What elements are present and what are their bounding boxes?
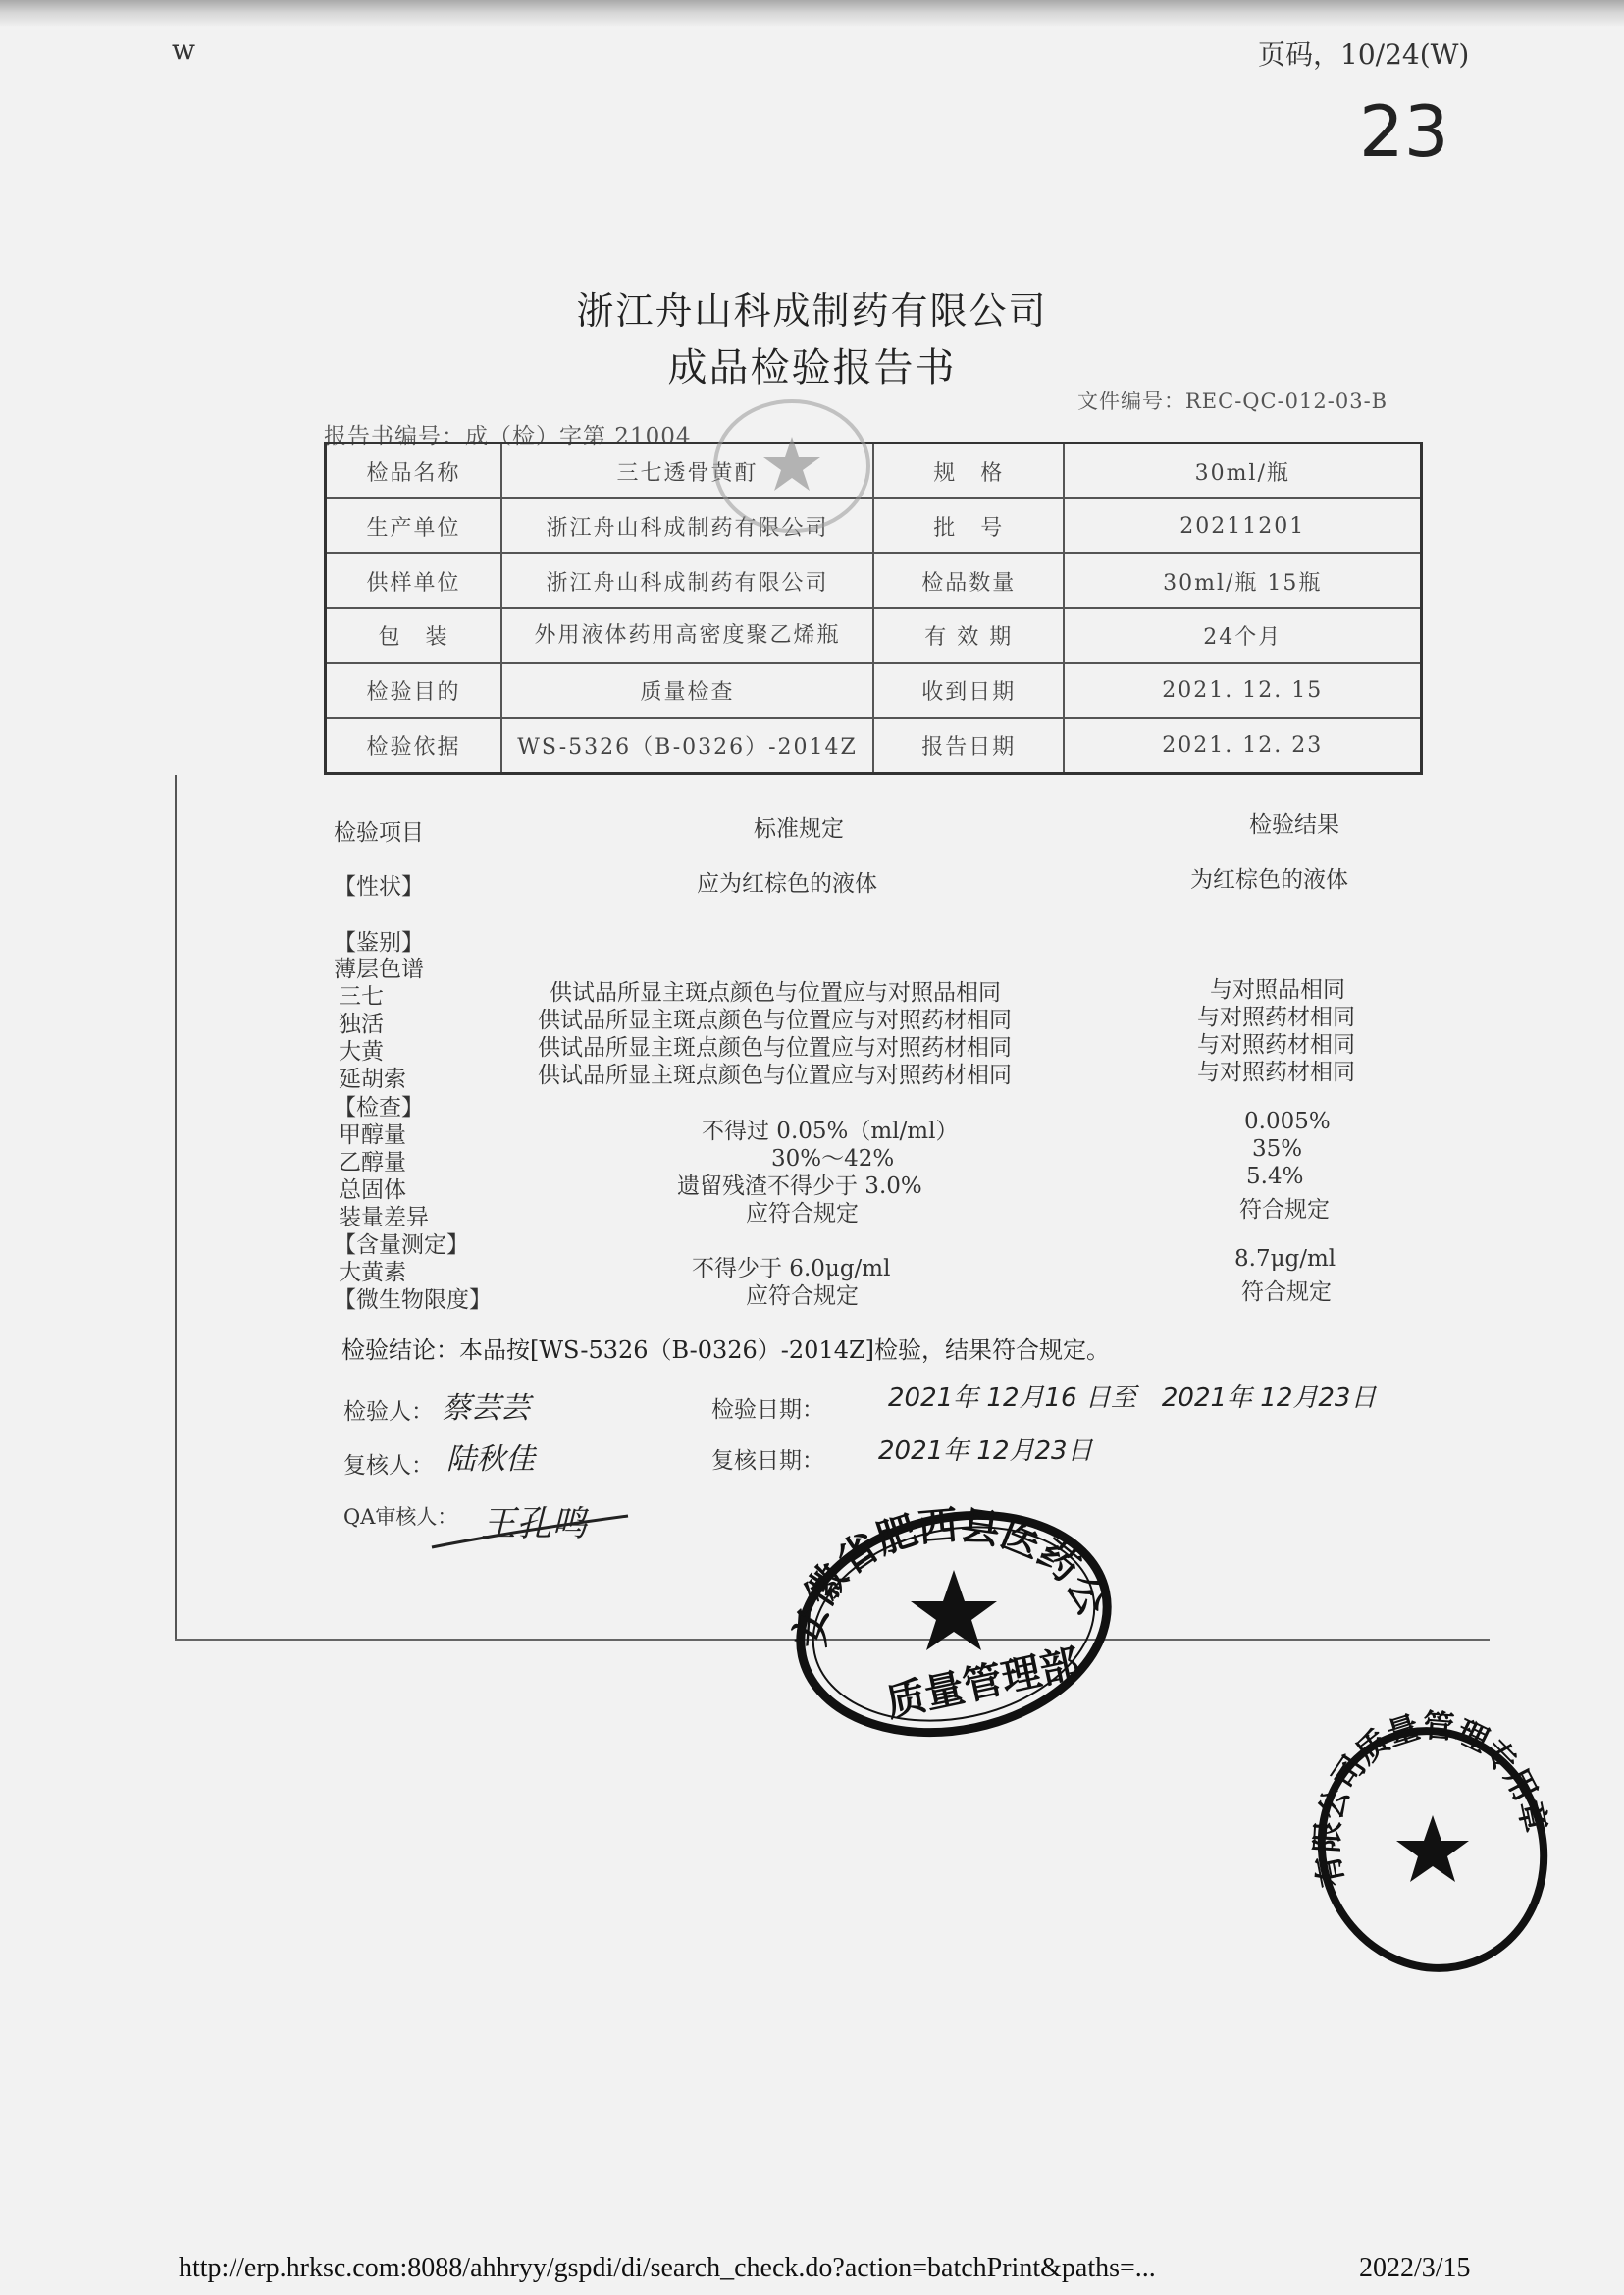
label-cell: 检验目的 bbox=[326, 663, 501, 718]
stamp-b-text: 有限公司质量管理专用章 bbox=[1307, 1706, 1554, 1891]
result-value: 5.4% bbox=[1246, 1164, 1304, 1189]
qa-signature: 王孔鸣 bbox=[481, 1504, 588, 1544]
result-item: 乙醇量 bbox=[339, 1150, 406, 1175]
review-date-label: 复核日期： bbox=[711, 1448, 824, 1474]
label-cell: 检品名称 bbox=[326, 443, 501, 499]
left-mark: w bbox=[172, 33, 195, 66]
left-frame-line bbox=[175, 775, 177, 1639]
result-item: 独活 bbox=[339, 1012, 384, 1037]
result-item: 总固体 bbox=[339, 1177, 406, 1203]
result-item: 甲醇量 bbox=[339, 1122, 406, 1148]
result-standard: 不得过 0.05%（ml/ml） bbox=[702, 1119, 959, 1144]
header-result: 检验结果 bbox=[1249, 812, 1339, 838]
result-item: 【检查】 bbox=[334, 1095, 424, 1121]
result-item: 延胡索 bbox=[339, 1067, 406, 1092]
result-standard: 供试品所显主斑点颜色与位置应与对照药材相同 bbox=[538, 1035, 1012, 1061]
label-cell: 规 格 bbox=[873, 443, 1064, 499]
result-standard: 30%～42% bbox=[771, 1146, 895, 1172]
result-standard: 供试品所显主斑点颜色与位置应与对照品相同 bbox=[550, 980, 1001, 1006]
handwritten-page-number: 23 bbox=[1359, 90, 1449, 173]
footer-date: 2022/3/15 bbox=[1359, 2253, 1471, 2283]
qa-label: QA审核人： bbox=[343, 1505, 458, 1529]
value-cell: 浙江舟山科成制药有限公司 bbox=[501, 553, 873, 608]
table-row bbox=[326, 663, 1422, 718]
stamp-a-bottom-text: 质量管理部 bbox=[882, 1641, 1084, 1727]
result-standard: 遗留残渣不得少于 3.0% bbox=[677, 1174, 922, 1199]
header-standard: 标准规定 bbox=[754, 816, 844, 842]
inspector-label: 检验人： bbox=[343, 1399, 434, 1425]
value-cell: 24个月 bbox=[1064, 608, 1421, 663]
inspect-date-label: 检验日期： bbox=[711, 1397, 824, 1423]
reviewer-signature: 陆秋佳 bbox=[446, 1442, 535, 1477]
result-item: 三七 bbox=[339, 984, 384, 1010]
inspector-signature: 蔡芸芸 bbox=[442, 1391, 530, 1426]
value-cell: 浙江舟山科成制药有限公司 bbox=[501, 498, 873, 553]
result-standard: 应符合规定 bbox=[746, 1283, 859, 1309]
company-name: 浙江舟山科成制药有限公司 bbox=[576, 289, 1048, 333]
result-value: 符合规定 bbox=[1241, 1279, 1332, 1305]
result-standard: 应为红棕色的液体 bbox=[697, 871, 877, 897]
result-item: 大黄素 bbox=[339, 1260, 406, 1285]
result-item: 薄层色谱 bbox=[334, 957, 424, 982]
reviewer-label: 复核人： bbox=[343, 1453, 434, 1479]
faint-stamp-shadow bbox=[708, 392, 875, 540]
result-standard: 供试品所显主斑点颜色与位置应与对照药材相同 bbox=[538, 1063, 1012, 1088]
result-value: 与对照品相同 bbox=[1210, 977, 1345, 1003]
result-value: 为红棕色的液体 bbox=[1190, 867, 1348, 893]
label-cell: 批 号 bbox=[873, 498, 1064, 553]
inspect-date-value: 2021年 12月16 日至 2021年 12月23日 bbox=[888, 1383, 1377, 1413]
value-cell: 质量检查 bbox=[501, 663, 873, 718]
header-item: 检验项目 bbox=[334, 820, 424, 846]
file-number: 文件编号：REC-QC-012-03-B bbox=[1077, 390, 1388, 413]
value-cell: WS-5326（B-0326）-2014Z bbox=[501, 718, 873, 774]
table-row bbox=[326, 718, 1422, 774]
footer-url: http://erp.hrksc.com:8088/ahhryy/gspdi/di/search_check.do?action=batchPrint&paths=... bbox=[179, 2253, 1156, 2283]
table-row bbox=[326, 608, 1422, 663]
value-cell: 外用液体药用高密度聚乙烯瓶 bbox=[501, 608, 873, 663]
label-cell: 生产单位 bbox=[326, 498, 501, 553]
value-cell: 2021. 12. 15 bbox=[1064, 663, 1421, 718]
result-standard: 供试品所显主斑点颜色与位置应与对照药材相同 bbox=[538, 1008, 1012, 1033]
result-value: 0.005% bbox=[1244, 1109, 1331, 1134]
label-cell: 包 装 bbox=[326, 608, 501, 663]
label-cell: 检验依据 bbox=[326, 718, 501, 774]
value-cell: 30ml/瓶 15瓶 bbox=[1064, 553, 1421, 608]
stamp-quality-dept bbox=[767, 1466, 1121, 1737]
conclusion: 检验结论：本品按[WS-5326（B-0326）-2014Z]检验，结果符合规定。 bbox=[341, 1336, 1111, 1364]
value-cell: 20211201 bbox=[1064, 498, 1421, 553]
result-value: 与对照药材相同 bbox=[1197, 1032, 1355, 1058]
label-cell: 收到日期 bbox=[873, 663, 1064, 718]
result-item: 【微生物限度】 bbox=[334, 1287, 492, 1313]
result-item: 【含量测定】 bbox=[334, 1232, 469, 1258]
document-title: 成品检验报告书 bbox=[667, 345, 957, 391]
result-standard: 不得少于 6.0μg/ml bbox=[692, 1256, 891, 1281]
qa-signature-stroke bbox=[432, 1516, 442, 1526]
stamp-a-top-text: 安徽省肥西县医药公司 bbox=[767, 1466, 1116, 1649]
label-cell: 有 效 期 bbox=[873, 608, 1064, 663]
result-item: 【鉴别】 bbox=[334, 930, 424, 956]
label-cell: 检品数量 bbox=[873, 553, 1064, 608]
result-value: 符合规定 bbox=[1239, 1197, 1330, 1223]
result-value: 35% bbox=[1252, 1136, 1303, 1162]
review-date-value: 2021年 12月23日 bbox=[878, 1436, 1093, 1466]
value-cell: 2021. 12. 23 bbox=[1064, 718, 1421, 774]
label-cell: 报告日期 bbox=[873, 718, 1064, 774]
result-value: 与对照药材相同 bbox=[1197, 1005, 1355, 1030]
result-value: 8.7μg/ml bbox=[1234, 1246, 1336, 1272]
result-item: 【性状】 bbox=[334, 874, 424, 900]
value-cell: 30ml/瓶 bbox=[1064, 443, 1421, 499]
stamp-company-seal bbox=[1305, 1706, 1560, 1972]
table-row bbox=[326, 553, 1422, 608]
page-number: 页码，10/24(W) bbox=[1258, 38, 1470, 71]
value-cell: 三七透骨黄酊 bbox=[501, 443, 873, 499]
result-value: 与对照药材相同 bbox=[1197, 1060, 1355, 1085]
report-number: 报告书编号：成（检）字第 21004 bbox=[324, 424, 692, 449]
label-cell: 供样单位 bbox=[326, 553, 501, 608]
scan-shadow bbox=[0, 0, 1624, 27]
result-standard: 应符合规定 bbox=[746, 1201, 859, 1226]
result-item: 大黄 bbox=[339, 1039, 384, 1065]
result-item: 装量差异 bbox=[339, 1205, 429, 1230]
